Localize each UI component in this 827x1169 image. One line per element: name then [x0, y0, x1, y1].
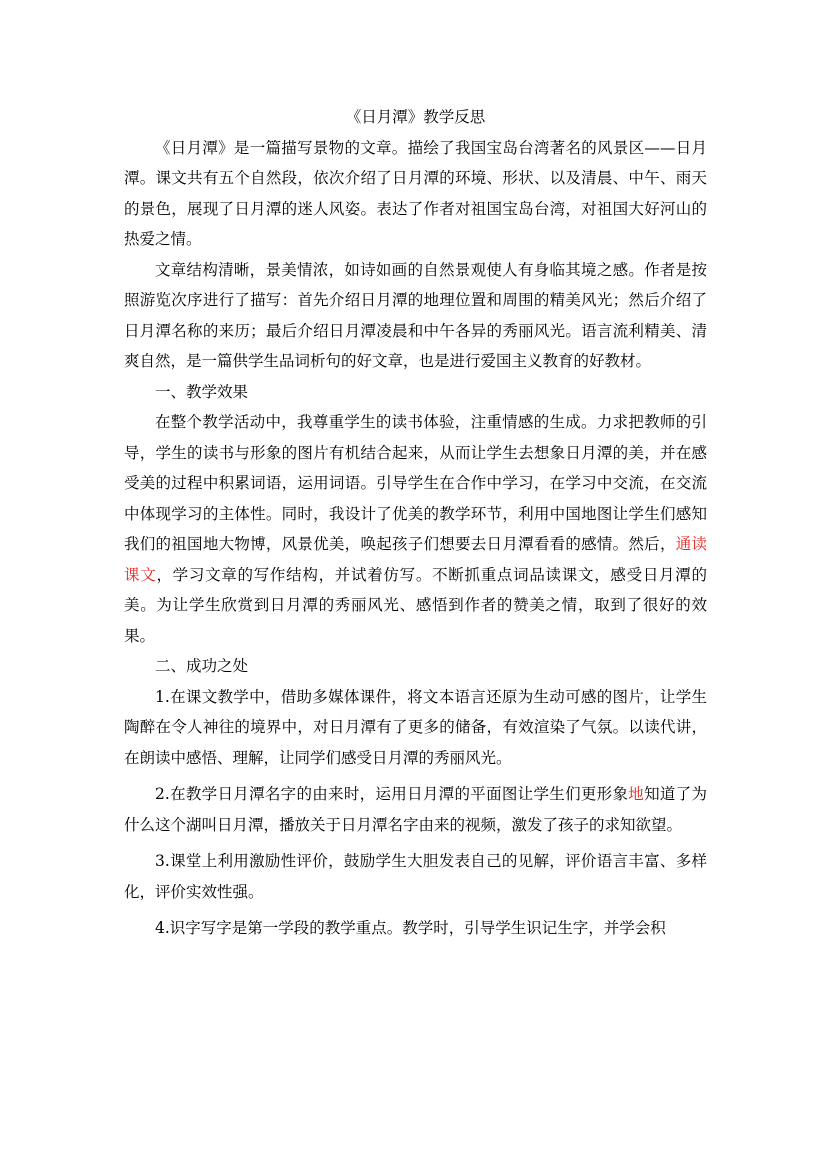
success-item-2-text-a: 2.在教学日月潭名字的由来时，运用日月潭的平面图让学生们更形象 [155, 785, 629, 803]
teaching-effect-paragraph [124, 407, 707, 651]
success-item-2-text-b: 知道了为什么这个湖叫日月潭，播放关于日月潭名字由来的视频，激发了孩子的求知欲望。 [124, 785, 707, 834]
success-item-2 [124, 779, 707, 840]
structure-paragraph: 文章结构清晰，景美情浓，如诗如画的自然景观使人有身临其境之感。作者是按照游览次序进行了描写：首先介绍日月潭的地理位置和周围的精美风光；然后介绍了日月潭名称的来历；最后介绍日月潭凌晨和中午各异的秀丽风光。语言流利精美、清爽自然，是一篇供学生品词析句的好文章，也是进行爱国主义教育的好教材。 [124, 260, 707, 370]
teaching-effect-text-b: ，学习文章的写作结构，并试着仿写。不断抓重点词品读课文，感受日月潭的美。为让学生欣赏到日月潭的秀丽风光、感悟到作者的赞美之情，取到了很好的效果。 [124, 565, 707, 645]
document-title: 《日月潭》教学反思 [345, 108, 486, 126]
section-heading-teaching-effect: 一、教学效果 [155, 382, 249, 401]
highlighted-character: 地 [628, 785, 645, 803]
document-page [124, 102, 707, 944]
section-heading-success: 二、成功之处 [155, 657, 249, 675]
success-item-4: 4.识字写字是第一学段的教学重点。教学时，引导学生识记生字，并学会积 [155, 919, 666, 937]
teaching-effect-text-a: 在整个教学活动中，我尊重学生的读书体验，注重情感的生成。力求把教师的引导，学生的读书与形象的图片有机结合起来，从而让学生去想象日月潭的美，并在感受美的过程中积累词语，运用词语。引导学生在合作中学习，在学习中交流，在交流中体现学习的主体性。同时，我设计了优美的教学环节，利用中国地图让学生们感知我们的祖国地大物博，风景优美，唤起孩子们想要去日月潭看看的感情。然后， [124, 413, 707, 553]
success-item-1: 1.在课文教学中，借助多媒体课件，将文本语言还原为生动可感的图片，让学生陶醉在令人神往的境界中，对日月潭有了更多的储备，有效渲染了气氛。以读代讲，在朗读中感悟、理解，让同学们感受日月潭的秀丽风光。 [124, 687, 707, 767]
intro-paragraph: 《日月潭》是一篇描写景物的文章。描绘了我国宝岛台湾著名的风景区——日月潭。课文共有五个自然段，依次介绍了日月潭的环境、形状、以及清晨、中午、雨天的景色，展现了日月潭的迷人风姿。表达了作者对祖国宝岛台湾，对祖国大好河山的热爱之情。 [124, 138, 707, 248]
highlighted-phrase: 通读课文 [124, 535, 707, 584]
success-item-3: 3.课堂上利用激励性评价，鼓励学生大胆发表自己的见解，评价语言丰富、多样化，评价实效性强。 [124, 852, 707, 901]
